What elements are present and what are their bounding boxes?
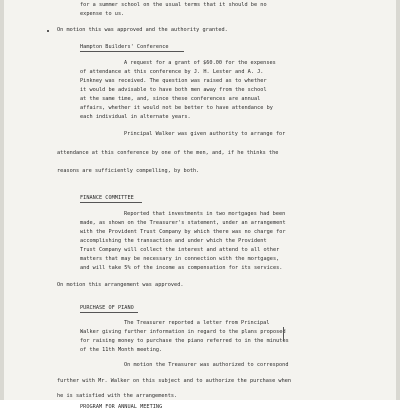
hampton-principal-line-3: reasons are sufficiently compelling, by both. [57, 168, 200, 174]
hampton-heading: Hampton Builders' Conference [80, 44, 169, 50]
piano-paragraph-line-1: The Treasurer reported a letter from Principal [124, 320, 270, 326]
piano-heading: PURCHASE OF PIANO [80, 305, 134, 311]
hampton-principal-line-2: attendance at this conference by one of the men, and, if he thinks the [57, 150, 279, 156]
hampton-paragraph-line-1: A request for a grant of $60.00 for the expenses [124, 60, 276, 66]
finance-paragraph-line-7: and will take 5% of the income as compensation for its services. [80, 265, 283, 271]
finance-heading-underline [80, 202, 142, 203]
program-heading: PROGRAM FOR ANNUAL MEETING [80, 404, 163, 410]
motion-approved-line: On motion this was approved and the authority granted. [57, 27, 228, 33]
hampton-paragraph-line-4: it would be advisable to have both men away from the school [80, 87, 267, 93]
finance-paragraph-line-6: matters that may be necessary in connection with the mortgages, [80, 256, 280, 262]
ink-margin-tick [283, 327, 284, 341]
hampton-paragraph-line-6: affairs, whether it would not be better to have attendance by [80, 105, 273, 111]
finance-paragraph-line-5: Trust Company will collect the interest and attend to all other [80, 247, 280, 253]
piano-motion-line-1: On motion the Treasurer was authorized to correspond [124, 362, 289, 368]
continuation-line-1: for a summer school on the usual terms that it should be no [80, 2, 267, 8]
piano-paragraph-line-3: for raising money to purchase the piano referred to in the minutes [80, 338, 289, 344]
hampton-principal-line-1: Principal Walker was given authority to arrange for [124, 131, 286, 137]
piano-paragraph-line-4: of the 11th Month meeting. [80, 347, 163, 353]
piano-heading-underline [80, 312, 138, 313]
hampton-heading-underline [80, 51, 184, 52]
finance-paragraph-line-2: made, as shown on the Treasurer's statement, under an arrangement [80, 220, 286, 226]
scan-left-edge [0, 0, 4, 400]
margin-bullet [47, 30, 49, 32]
continuation-line-2: expense to us. [80, 11, 125, 17]
finance-paragraph-line-4: accomplishing the transaction and under which the Provident [80, 238, 267, 244]
piano-motion-line-2: further with Mr. Walker on this subject and to authorize the purchase when [57, 378, 292, 384]
hampton-paragraph-line-7: each individual in alternate years. [80, 114, 191, 120]
piano-paragraph-line-2: Walker giving further information in regard to the plans proposed [80, 329, 286, 335]
scan-right-edge [396, 0, 400, 400]
finance-paragraph-line-3: with the Provident Trust Company by which there was no charge for [80, 229, 286, 235]
finance-heading: FINANCE COMMITTEE [80, 195, 134, 201]
finance-paragraph-line-1: Reported that investments in two mortgages had been [124, 211, 286, 217]
piano-motion-line-3: he is satisfied with the arrangements. [57, 393, 178, 399]
hampton-paragraph-line-2: of attendance at this conference by J. H. Lester and A. J. [80, 69, 264, 75]
finance-motion-line: On motion this arrangement was approved. [57, 282, 184, 288]
hampton-paragraph-line-5: at the same time, and, since these conferences are annual [80, 96, 261, 102]
hampton-paragraph-line-3: Pinkney was received. The question was raised as to whether [80, 78, 267, 84]
